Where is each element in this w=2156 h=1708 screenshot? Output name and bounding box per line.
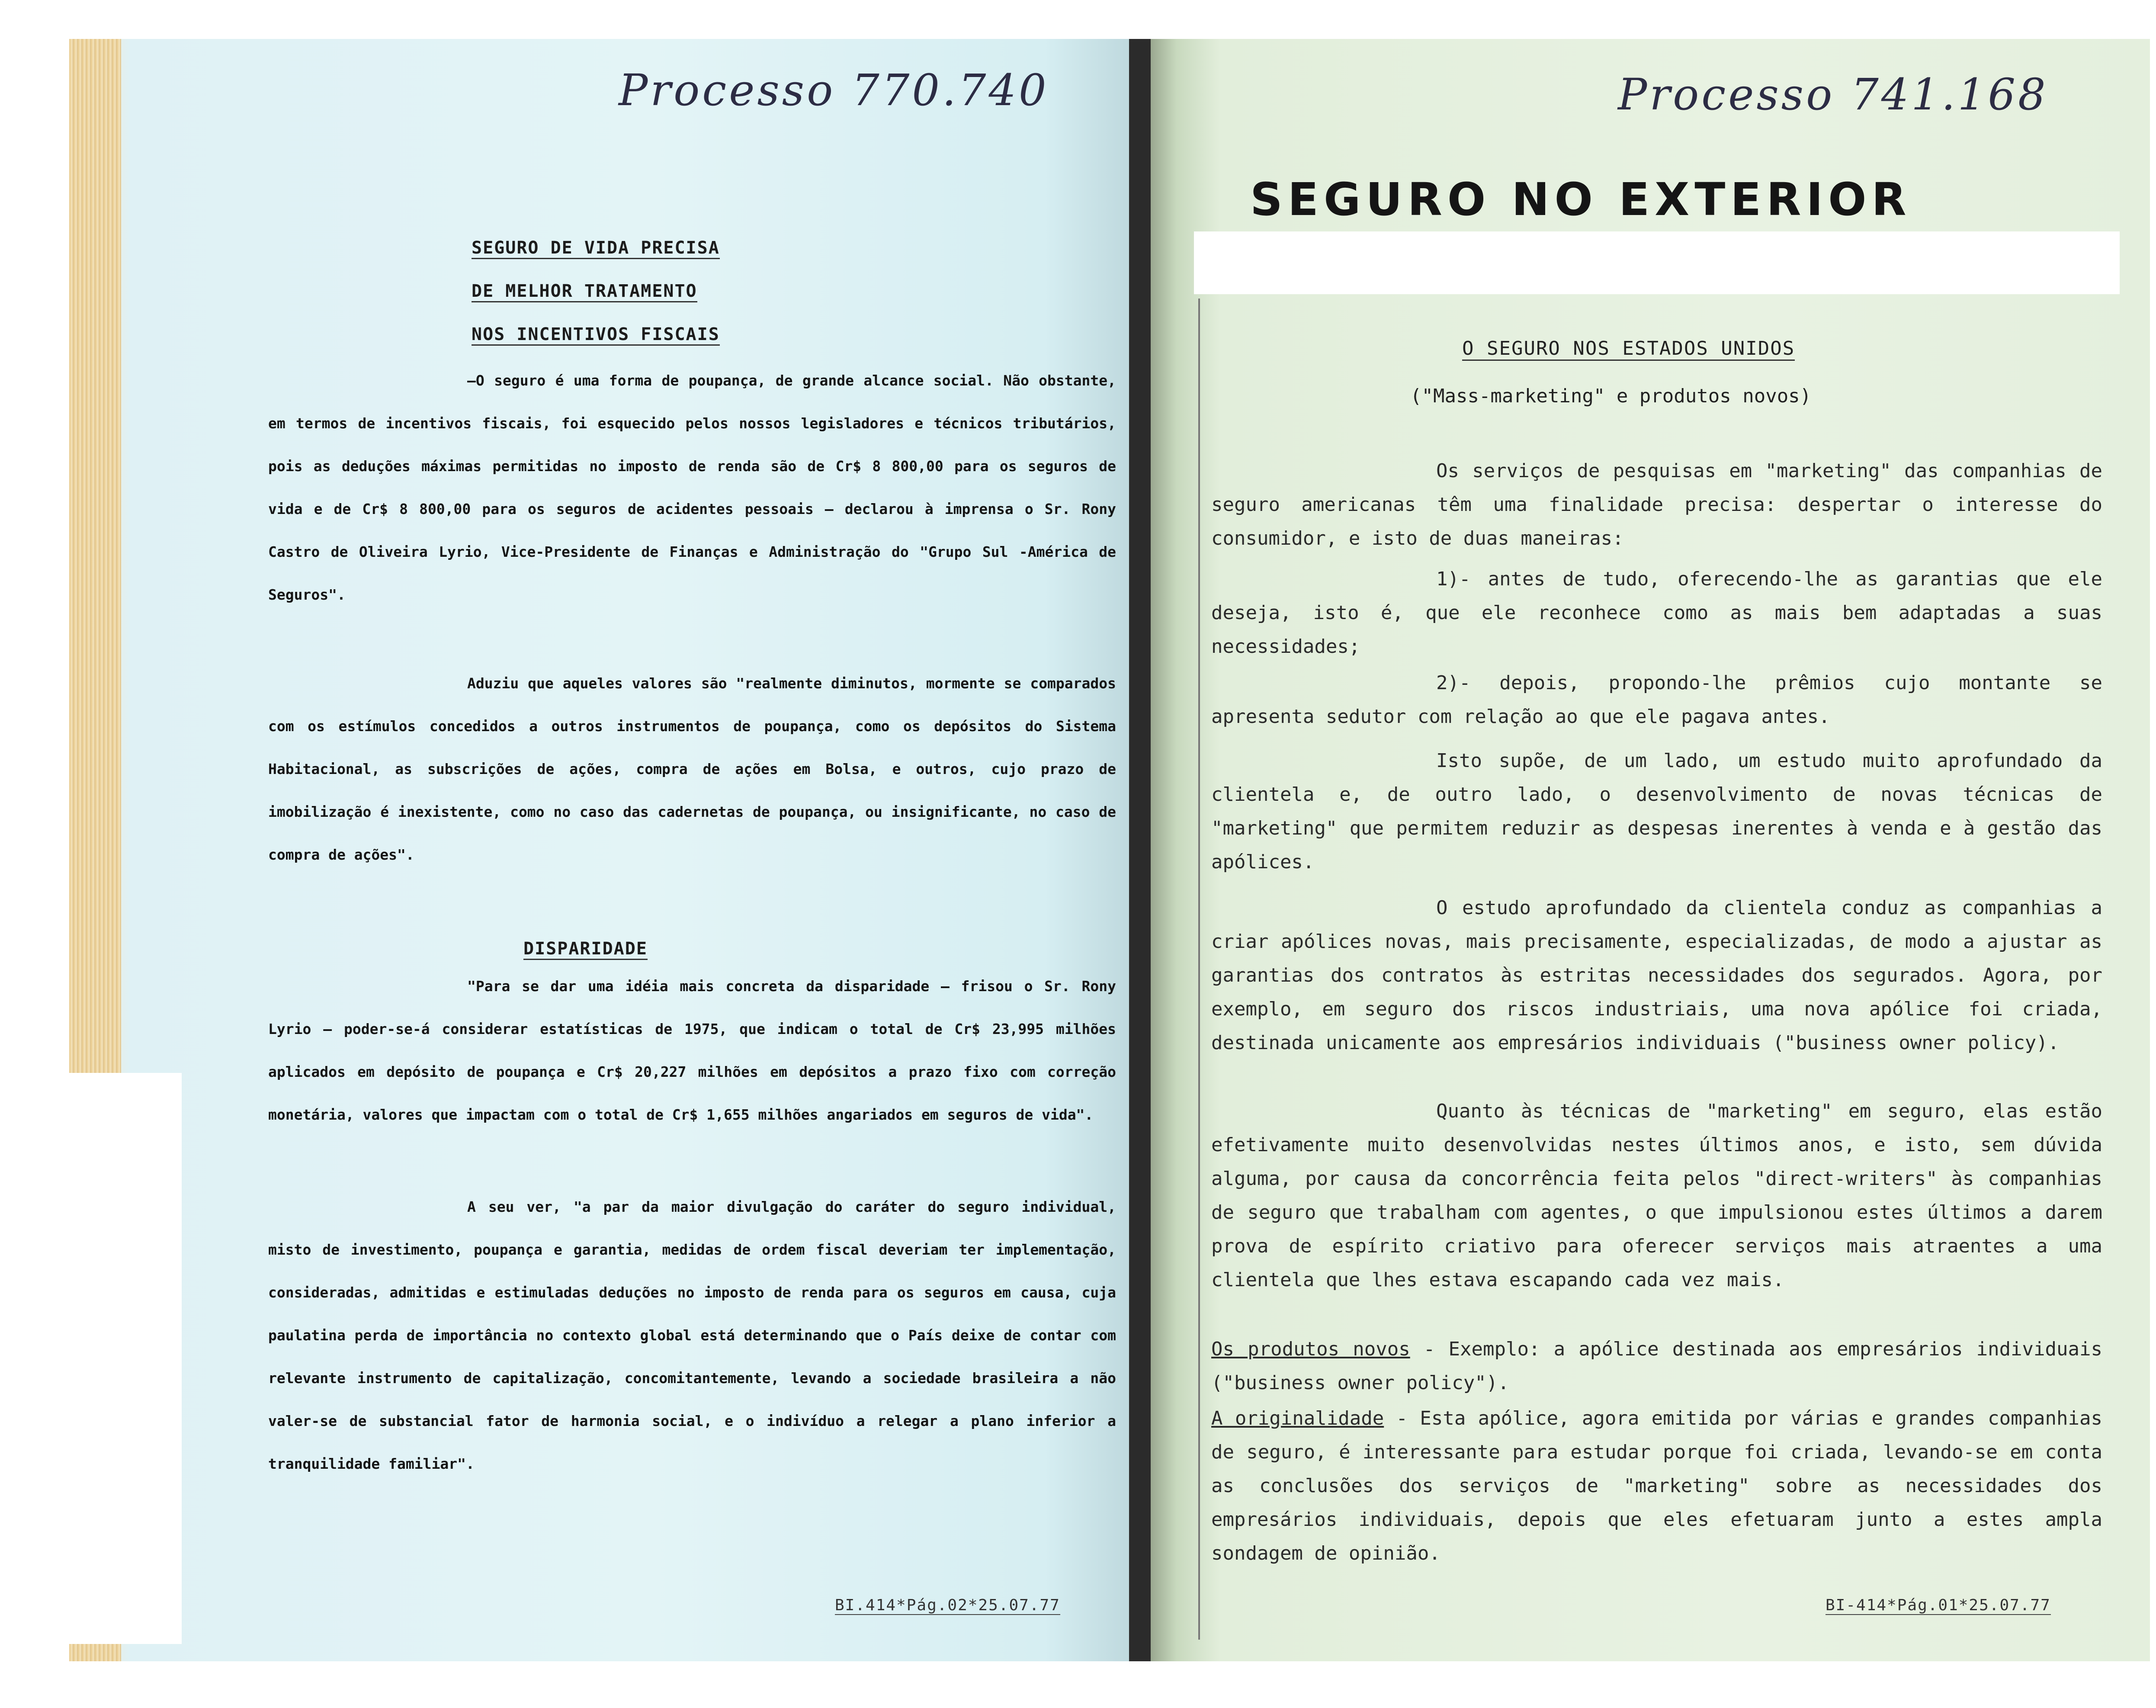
- blank-strip: [1194, 231, 2120, 294]
- paragraph-5: O estudo aprofundado da clientela conduz as companhias a criar apólices novas, mais precisamente, especializadas, de modo a ajustar as garantias dos contratos às estritas necessidades dos segurados. Agora, por exemplo, em seguro dos riscos industriais, uma nova apólice foi criada, destinada unicamente aos empresários individuais ("business owner policy).: [1211, 897, 2102, 1054]
- paragraph-4: Isto supõe, de um lado, um estudo muito aprofundado da clientela e, de outro lado, o desenvolvimento de novas técnicas de "marketing" que permitem reduzir as despesas inerentes à venda e à gestão das apólices.: [1211, 750, 2102, 873]
- paragraph-1: Os serviços de pesquisas em "marketing" das companhias de seguro americanas têm uma finalidade precisa: despertar o interesse do consumidor, e isto de duas maneiras:: [1211, 460, 2102, 549]
- paragraph-1: —O seguro é uma forma de poupança, de grande alcance social. Não obstante, em termos de incentivos fiscais, foi esquecido pelos nossos legisladores e técnicos tributários, pois as deduções máximas permitidas no imposto de renda são de Cr$ 8 800,00 para os seguros de vida e de Cr$ 8 800,00 para os seguros de acidentes pessoais — declarou à imprensa o Sr. Rony Castro de Oliveira Lyrio, Vice-Presidente de Finanças e Administração do "Grupo Sul -América de Seguros".: [268, 372, 1116, 603]
- paragraph-8: [1211, 1402, 2102, 1570]
- headline-line-2: DE MELHOR TRATAMENTO: [472, 281, 697, 302]
- label-originalidade: A originalidade: [1211, 1407, 1384, 1429]
- headline-line-3: NOS INCENTIVOS FISCAIS: [472, 324, 720, 346]
- headline-line-1: SEGURO DE VIDA PRECISA: [472, 238, 720, 259]
- paragraph-3: "Para se dar uma idéia mais concreta da disparidade — frisou o Sr. Rony Lyrio — poder-se-á considerar estatísticas de 1975, que indicam o total de Cr$ 23,995 milhões aplicados em depósito de poupança e Cr$ 20,227 milhões em depósitos a prazo fixo com correção monetária, valores que impactam com o total de Cr$ 1,655 milhões angariados em seguros de vida".: [268, 978, 1116, 1123]
- label-produtos-novos: Os produtos novos: [1211, 1338, 1410, 1360]
- blank-patch: [69, 1073, 182, 1644]
- right-page: [1151, 39, 2150, 1661]
- margin-rule: [1198, 299, 1200, 1640]
- paragraph-4: A seu ver, "a par da maior divulgação do caráter do seguro individual, misto de investimento, poupança e garantia, medidas de ordem fiscal deveriam ter implementação, consideradas, admitidas e estimuladas deduções no imposto de renda para os seguros em causa, cuja paulatina perda de importância no contexto global está determinando que o País deixe de contar com relevante instrumento de capitalização, concomitantemente, levando a sociedade brasileira a não valer-se de substancial fator de harmonia social, e o indivíduo a relegar a plano inferior a tranquilidade familiar".: [268, 1198, 1116, 1472]
- paragraph-2: Aduziu que aqueles valores são "realmente diminutos, mormente se comparados com os estímulos concedidos a outros instrumentos de poupança, como os depósitos do Sistema Habitacional, as subscrições de ações, compra de ações em Bolsa, e outros, cujo prazo de imobilização é inexistente, como no caso das cadernetas de poupança, ou insignificante, no caso de compra de ações".: [268, 675, 1116, 863]
- section-subhead: DISPARIDADE: [523, 939, 648, 960]
- paragraph-7-text: - Exemplo: a apólice destinada aos empresários individuais ("business owner policy").: [1211, 1338, 2102, 1394]
- section-banner: SEGURO NO EXTERIOR: [1250, 173, 1912, 226]
- left-page: [69, 39, 1129, 1661]
- handwritten-process-number: Processo 770.740: [619, 65, 1049, 116]
- handwritten-process-number: Processo 741.168: [1618, 69, 2048, 120]
- book-spread: [69, 39, 2150, 1661]
- article-subtitle: ("Mass-marketing" e produtos novos): [1410, 385, 1812, 407]
- paragraph-7: [1211, 1332, 2102, 1400]
- article-title: O SEGURO NOS ESTADOS UNIDOS: [1462, 337, 1795, 361]
- paragraph-3: 2)- depois, propondo-lhe prêmios cujo montante se apresenta sedutor com relação ao que ele pagava antes.: [1211, 672, 2102, 728]
- page-footer-right: BI-414*Pág.01*25.07.77: [1826, 1596, 2051, 1614]
- paragraph-8-text: - Esta apólice, agora emitida por várias e grandes companhias de seguro, é interessante para estudar porque foi criada, levando-se em conta as conclusões dos serviços de "marketing" sobre as necessidades dos empresários individuais, depois que eles efetuaram junto a estes ampla sondagem de opinião.: [1211, 1407, 2102, 1564]
- paragraph-6: Quanto às técnicas de "marketing" em seguro, elas estão efetivamente muito desenvolvidas nestes últimos anos, e isto, sem dúvida alguma, por causa da concorrência feita pelos "direct-writers" às companhias de seguro que trabalham com agentes, o que impulsionou estes últimos a darem prova de espírito criativo para oferecer serviços mais atraentes a uma clientela que lhes estava escapando cada vez mais.: [1211, 1100, 2102, 1291]
- paragraph-2: 1)- antes de tudo, oferecendo-lhe as garantias que ele deseja, isto é, que ele reconhece como as mais bem adaptadas a suas necessidades;: [1211, 568, 2102, 658]
- page-footer-left: BI.414*Pág.02*25.07.77: [835, 1596, 1060, 1614]
